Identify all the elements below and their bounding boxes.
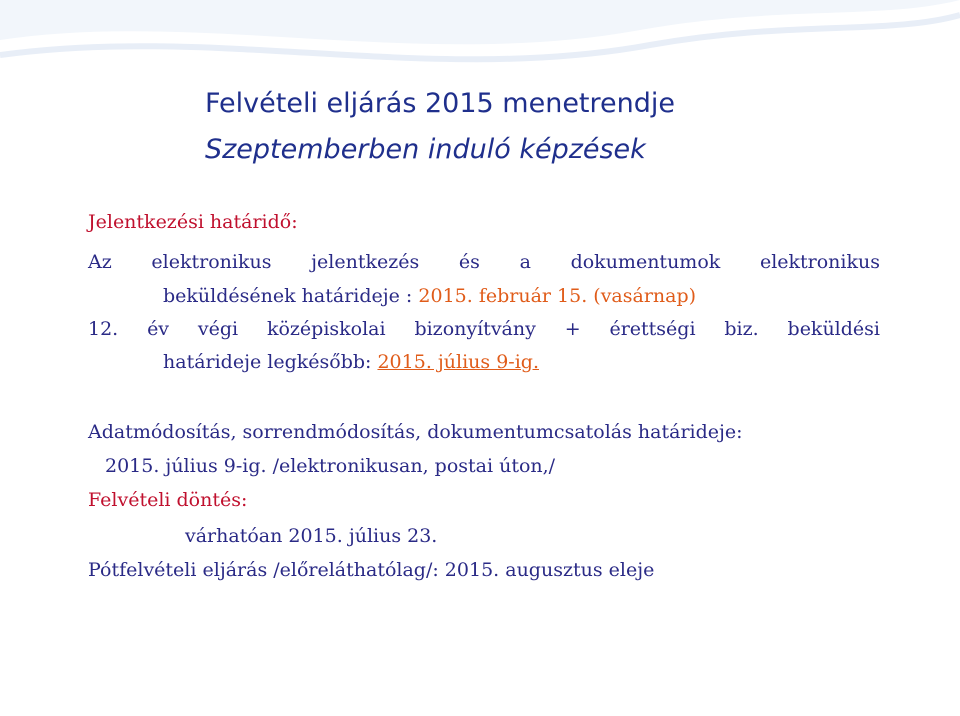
page-subtitle: Szeptemberben induló képzések [205,134,646,165]
deadline-line-4 [163,348,539,376]
deadline-line-2-text: beküldésének határideje : [163,285,419,307]
deadline-line-1: Az elektronikus jelentkezés és a dokumentumok elektronikus [88,251,880,273]
deadline-line-4-text: határideje legkésőbb: [163,351,378,373]
deadline-label: Jelentkezési határidő: [88,211,298,233]
deadline-line-3: 12. év végi középiskolai bizonyítvány + érettségi biz. beküldési [88,318,880,340]
deadline-date-july: 2015. július 9-ig. [377,351,539,373]
modification-line-1: Adatmódosítás, sorrendmódosítás, dokumentumcsatolás határideje: [88,421,743,443]
supplementary-procedure: Pótfelvételi eljárás /előreláthatólag/: 2015. augusztus eleje [88,559,655,581]
page-title: Felvételi eljárás 2015 menetrendje [205,88,675,119]
decorative-swoosh [0,0,960,90]
deadline-date-february: 2015. február 15. (vasárnap) [418,285,697,307]
deadline-line-2 [163,282,696,310]
decision-label: Felvételi döntés: [88,489,248,511]
modification-line-2: 2015. július 9-ig. /elektronikusan, postai úton,/ [105,455,556,477]
decision-date: várhatóan 2015. július 23. [185,525,438,547]
